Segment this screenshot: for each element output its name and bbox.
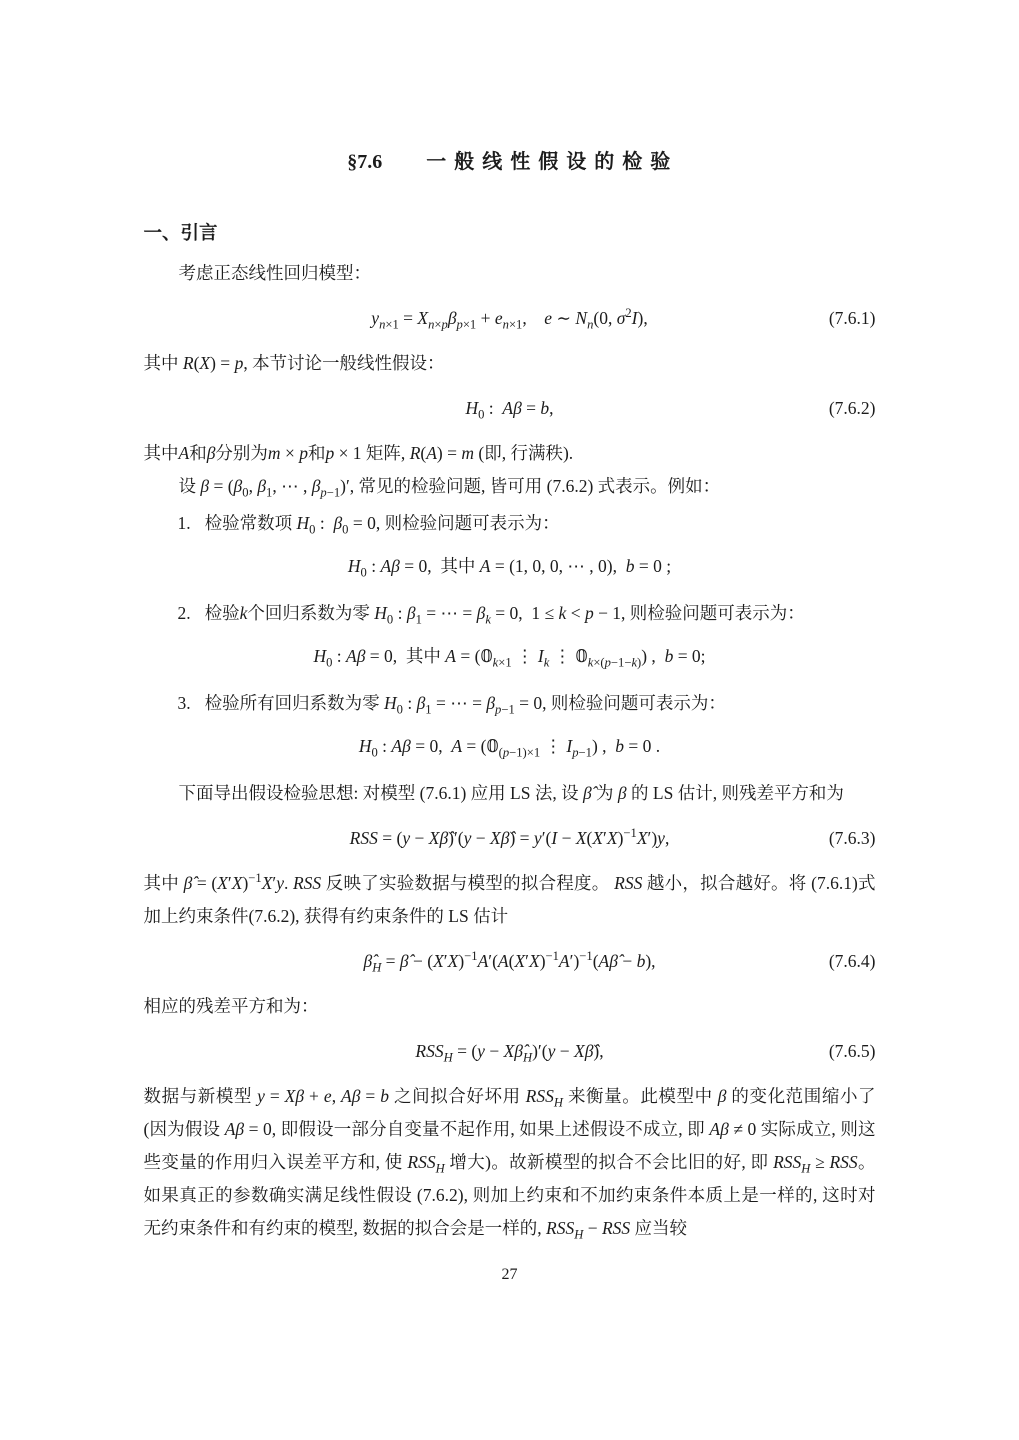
equation-7-6-5 (144, 1035, 876, 1068)
equation-7-6-3-body: RSS = (y − Xβ̂)′(y − Xβ̂) = $y'(I - X(X'X)^{-1}X')y$, (349, 826, 670, 848)
equation-7-6-4-tag: (7.6.4) (828, 951, 876, 971)
paragraph-matrix-note: 其中A和β分别为m × p和p × 1 矩阵, R(A) = m (即, 行满秩). (143, 443, 574, 463)
list-item-3-text: 检验所有回归系数为零 $H_0$ : $\beta_1$ = ⋯ = $\beta_{p-1} = 0$, 则检验问题可表示为： (204, 693, 726, 717)
equation-7-6-2-tag: (7.6.2) (828, 398, 876, 418)
list-item-2 (144, 597, 876, 630)
equation-7-6-4 (144, 945, 876, 978)
list-item-2-text: 检验k个回归系数为零 $H_0$ : $\beta_1$ = ⋯ = $\beta_k = 0$, 1 ≤ k < p − 1, 则检验问题可表示为： (204, 603, 805, 627)
section-title-text: 一 般 线 性 假 设 的 检 验 (426, 151, 672, 173)
paragraph-residual-note: 相应的残差平方和为： (143, 996, 319, 1016)
list-item-2-number: 2. (177, 603, 191, 623)
display-line-1: $H_0$ : Aβ = 0, 其中 A = (1, 0, 0, ⋯ , 0), b = 0 ; (347, 556, 672, 580)
equation-7-6-1-body: $y_{n\times 1} = X_{n\times p}\beta_{p\times 1} + e_{n\times 1}$, e ∼ $N_n(0$, $\sigma^2I$), (371, 306, 648, 332)
equation-7-6-1 (144, 302, 876, 335)
equation-7-6-5-tag: (7.6.5) (828, 1041, 876, 1061)
paragraph-ls-method: 下面导出假设检验思想: 对模型 (7.6.1) 应用 LS 法, 设 β̂ 为 β 的 LS 估计, 则残差平方和为 (178, 783, 844, 803)
equation-7-6-3-tag: (7.6.3) (828, 828, 876, 848)
section-number: §7.6 (347, 151, 383, 173)
equation-7-6-3 (144, 822, 876, 855)
display-line-3: $H_0$ : Aβ = 0, $A = (𝟘_{(p-1)\times 1}$ ⋮ $I_{p-1}$) , b = 0 . (358, 736, 661, 760)
equation-7-6-4-body: $\betâ_H$ = β̂ − $(X'X)^{-1}A'(A(X'X)^{-1}A')^{-1}(A\betâ - b)$, (363, 949, 656, 975)
list-item-3-number: 3. (177, 693, 191, 713)
equation-7-6-2-body: $H_0$ : Aβ = b, (465, 398, 554, 422)
paragraph-rss-explain: 其中 β̂ = $(X'X)^{-1}X'y$. RSS 反映了实验数据与模型的拟合程度。 RSS 越小，拟合越好。将 (7.6.1)式 加上约束条件(7.6.2), 获得有约束条件的 LS 估计 (143, 871, 876, 926)
paragraph-model-intro: 考虑正态线性回归模型： (178, 263, 371, 283)
page-number: 27 (501, 1266, 518, 1283)
section-heading (144, 148, 876, 176)
list-item-1 (144, 507, 876, 540)
intro-heading: 一、引言 (143, 222, 218, 243)
paragraph-conclusion: 数据与新模型 y = Xβ + e, Aβ = b 之间拟合好坏用 $RSS_H$ 来衡量。此模型中 β 的变化范围缩小了 (因为假设 Aβ = 0, 即假设一部分自变量不起作用, 如果上述假设不成立, 即 Aβ ≠ 0 实际成立, 则这些变量的作用归入误差平方和, 使 $RSS_H$ 增大)。故新模型的拟合不会比旧的好, 即 $RSS_H$ ≥ RSS。如果真正的参数确实满足线性假设 (7.6.2), 则加上约束和不加约束条件本质上是一样的, 这时对无约束条件和有约束的模型, 数据的拟合会是一样的, $RSS_H$ − RSS 应当较 (143, 1086, 876, 1242)
equation-7-6-1-tag: (7.6.1) (828, 308, 876, 328)
paragraph-hypothesis-intro: 其中 R(X) = p, 本节讨论一般线性假设： (143, 353, 445, 373)
list-item-1-number: 1. (177, 513, 191, 533)
paragraph-beta-examples: 设 $\beta = (\beta_0$, $\beta_1$, ⋯ , $\beta_{p-1})'$, 常见的检验问题, 皆可用 (7.6.2) 式表示。例如： (178, 476, 721, 500)
display-line-2: $H_0$ : Aβ = 0, 其中 $A = (𝟘_{k\times 1}$ ⋮ $I_k$ ⋮ $𝟘_{k\times(p-1-k)}$) , b = 0; (313, 646, 706, 670)
equation-7-6-5-body: $RSS_H = (y$ − $X\betâ_H)'(y$ − Xβ̂), (415, 1041, 604, 1065)
page-content (144, 0, 876, 1245)
list-item-1-text: 检验常数项 $H_0$ : $\beta_0 = 0$, 则检验问题可表示为： (204, 513, 560, 537)
equation-7-6-2 (144, 392, 876, 425)
list-item-3 (144, 687, 876, 720)
